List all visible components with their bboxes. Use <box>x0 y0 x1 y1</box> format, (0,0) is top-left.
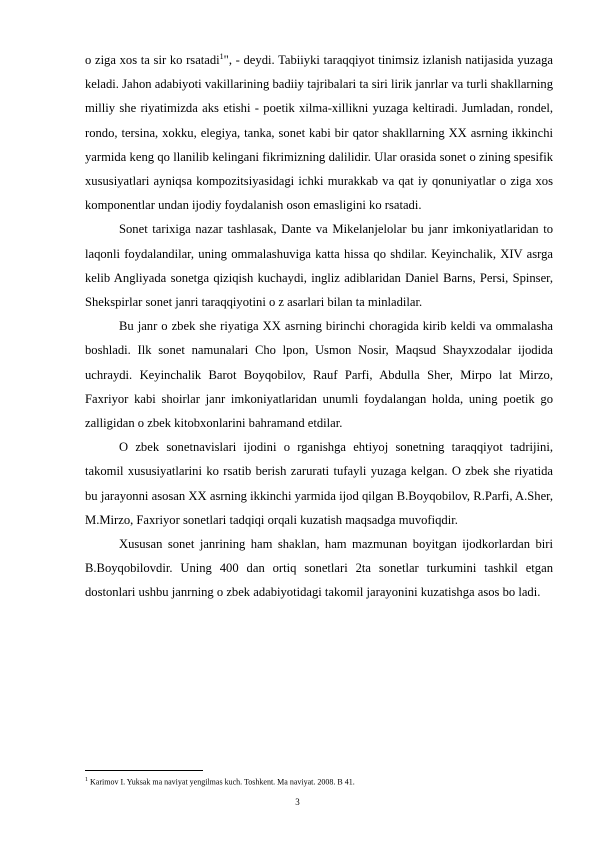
body-text <box>85 48 553 605</box>
footnote-ref: 1 <box>219 51 224 61</box>
paragraph-5: Xususan sonet janrining ham shaklan, ham mazmunan boyitgan ijodkorlardan biri B.Boyqobilovdir. Uning 400 dan ortiq sonetlari 2ta sonetlar turkumini tashkil etgan dostonlari ushbu janrning o zbek adabiyotidagi takomil jarayonini kuzatishga asos bo ladi. <box>85 537 553 600</box>
paragraph-4: O zbek sonetnavislari ijodini o rganishga ehtiyoj sonetning taraqqiyot tadrijini, takomil xususiyatlarini ko rsatib berish zarurati tufayli yuzaga kelgan. O zbek she riyatida bu jarayonni asosan XX asrning ikkinchi yarmida ijod qilgan B.Boyqobilov, R.Parfi, A.Sher, M.Mirzo, Faxriyor sonetlari tadqiqi orqali kuzatish maqsadga muvofiqdir. <box>85 440 553 527</box>
paragraph-2: Sonet tarixiga nazar tashlasak, Dante va Mikelanjelolar bu janr imkoniyatlaridan to laqonli foydalandilar, uning ommalashuviga katta hissa qo shdilar. Keyinchalik, XIV asrga kelib Angliyada sonetga qiziqish kuchaydi, ingliz adiblaridan Daniel Barns, Persi, Spinser, Shekspirlar sonet janri taraqqiyotini o z asarlari bilan ta minladilar. <box>85 222 553 310</box>
footnote-text: Karimov I. Yuksak ma naviyat yengilmas kuch. Toshkent. Ma naviyat. 2008. B 41. <box>88 777 355 787</box>
footnote-separator <box>85 770 203 771</box>
paragraph-1 <box>85 48 553 217</box>
paragraph-1-rest: ", - deydi. Tabiiyki taraqqiyot tinimsiz izlanish natijasida yuzaga keladi. Jahon adabiyoti vakillarining badiiy tajribalari ta siri lirik janrlar va turli shakllarning milliy she riyatimizda aks etishi - poetik xilma-xillikni yuzaga keltiradi. Jumladan, rondel, rondo, tersina, xokku, elegiya, tanka, sonet kabi bir qator shakllarning XX asrning ikkinchi yarmida keng qo llanilib kelingani fikrimizning dalilidir. Ular orasida sonet o zining spesifik xususiyatlari ayniqsa kompozitsiyasidagi ichki murakkab va qat iy qonuniyatlar o ziga xos komponentlar undan ijodiy foydalanish oson emasligini ko rsatadi. <box>85 53 553 213</box>
page-number: 3 <box>295 797 300 807</box>
footnote <box>85 775 553 788</box>
footnote-mark: 1 <box>85 777 88 783</box>
paragraph-1-start: o ziga xos ta sir ko rsatadi <box>85 53 220 67</box>
paragraph-3: Bu janr o zbek she riyatiga XX asrning birinchi choragida kirib keldi va ommalasha boshladi. Ilk sonet namunalari Cho lpon, Usmon Nosir, Maqsud Shayxzodalar ijodida uchraydi. Keyinchalik Barot Boyqobilov, Rauf Parfi, Abdulla Sher, Mirpo lat Mirzo, Faxriyor kabi shoirlar janr imkoniyatlaridan unumli foydalangan holda, uning poetik go zalligidan o zbek kitobxonlarini bahramand etdilar. <box>85 319 553 431</box>
